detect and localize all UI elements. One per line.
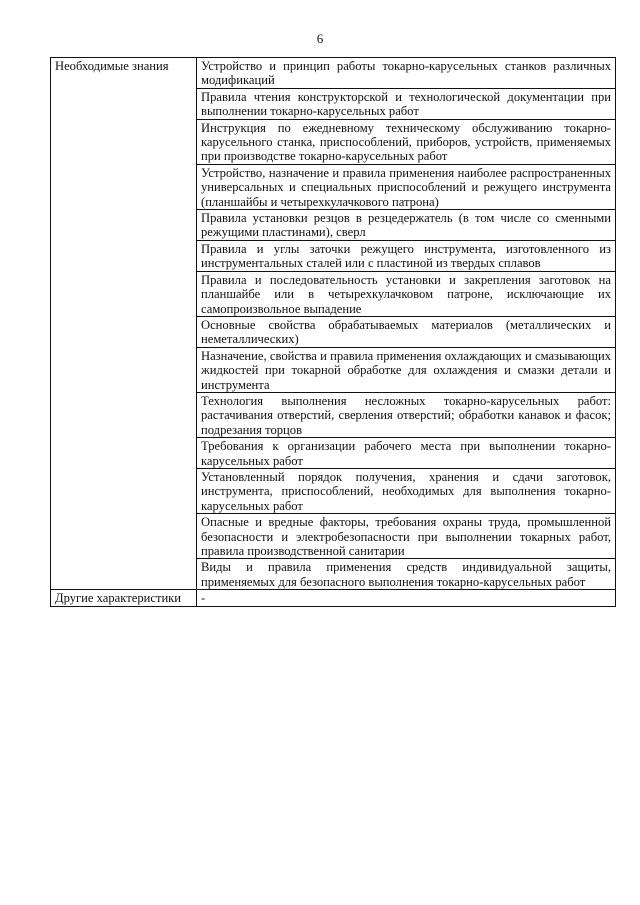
knowledge-item: Устройство, назначение и правила применения наиболее распространенных универсальных и специальных приспособлений и режущего инструмента (планшайбы и четырехкулачкового патрона) <box>197 164 616 209</box>
knowledge-item: Правила чтения конструкторской и технологической документации при выполнении токарно-карусельных работ <box>197 88 616 119</box>
section-label-other-characteristics: Другие характеристики <box>51 590 197 606</box>
page-number: 6 <box>316 31 324 46</box>
knowledge-item: Правила и углы заточки режущего инструмента, изготовленного из инструментальных сталей или с пластиной из твердых сплавов <box>197 240 616 271</box>
knowledge-item: Требования к организации рабочего места при выполнении токарно-карусельных работ <box>197 438 616 469</box>
knowledge-item: Инструкция по ежедневному техническому обслуживанию токарно-карусельного станка, приспособлений, приборов, устройств, применяемых при производстве токарно-карусельных работ <box>197 119 616 164</box>
knowledge-item: Правила установки резцов в резцедержатель (в том числе со сменными режущими пластинами), сверл <box>197 210 616 241</box>
knowledge-item: Технология выполнения несложных токарно-карусельных работ: растачивания отверстий, сверления отверстий; обработки канавок и фасок; подрезания торцов <box>197 392 616 437</box>
table-row <box>51 58 616 89</box>
knowledge-item: Назначение, свойства и правила применения охлаждающих и смазывающих жидкостей при токарной обработке для охлаждения и смазки детали и инструмента <box>197 347 616 392</box>
knowledge-item: Основные свойства обрабатываемых материалов (металлических и неметаллических) <box>197 316 616 347</box>
other-characteristics-value: - <box>197 590 616 606</box>
section-label-required-knowledge: Необходимые знания <box>51 58 197 590</box>
knowledge-item: Устройство и принцип работы токарно-карусельных станков различных модификаций <box>197 58 616 89</box>
knowledge-table-body <box>51 58 616 607</box>
table-row <box>51 590 616 606</box>
knowledge-table <box>50 57 616 607</box>
knowledge-item: Виды и правила применения средств индивидуальной защиты, применяемых для безопасного выполнения токарно-карусельных работ <box>197 559 616 590</box>
knowledge-item: Правила и последовательность установки и закрепления заготовок на планшайбе или в четырехкулачковом патроне, исключающие их самопроизвольное выпадение <box>197 271 616 316</box>
knowledge-item: Установленный порядок получения, хранения и сдачи заготовок, инструмента, приспособлений, необходимых для выполнения токарно-карусельных работ <box>197 468 616 513</box>
knowledge-item: Опасные и вредные факторы, требования охраны труда, промышленной безопасности и электробезопасности при выполнении токарных работ, правила производственной санитарии <box>197 514 616 559</box>
